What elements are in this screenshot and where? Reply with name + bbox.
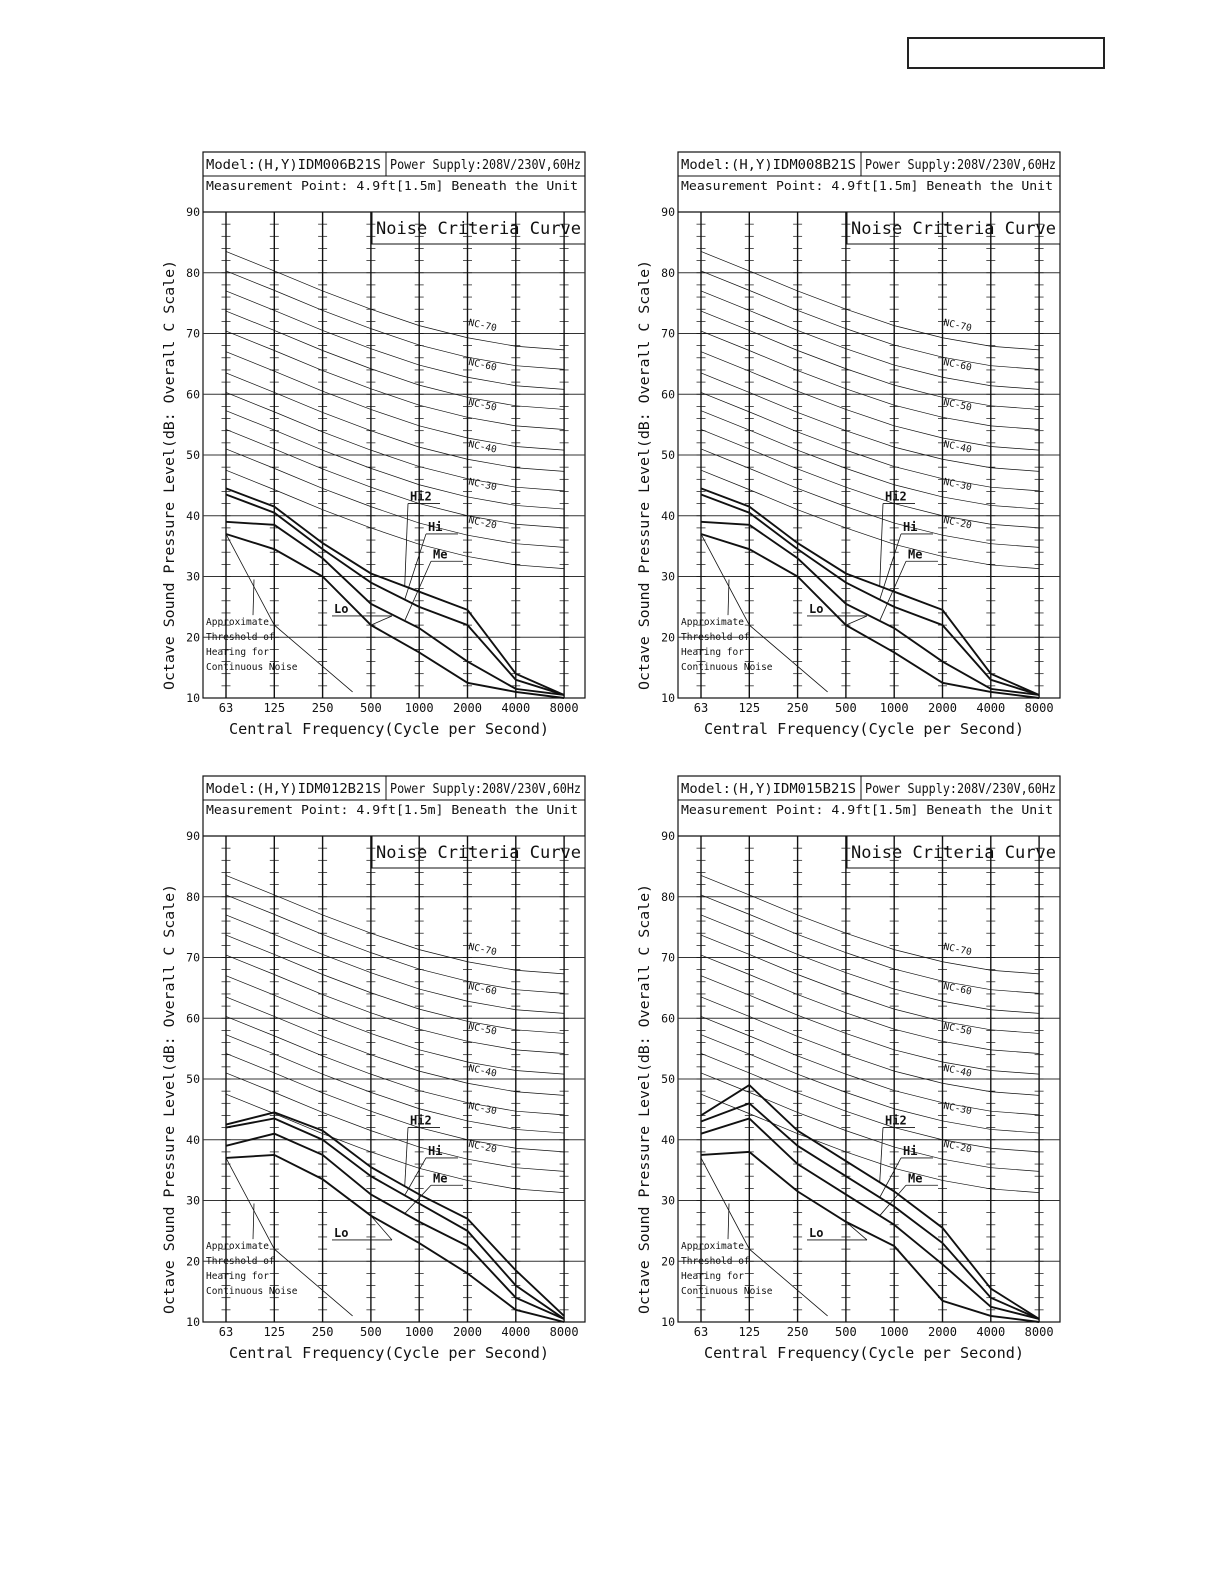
series-label-me: Me — [908, 1171, 923, 1186]
model-label: Model:(H,Y)IDM012B21S — [206, 781, 381, 797]
y-tick-label: 90 — [661, 829, 675, 843]
y-tick-label: 60 — [661, 1011, 675, 1026]
y-tick-label: 50 — [186, 1072, 200, 1086]
x-tick-label: 250 — [786, 701, 809, 715]
nc-label: NC-60 — [942, 980, 973, 998]
series-label-leader — [371, 616, 392, 625]
threshold-note-line: Threshold of — [206, 632, 275, 644]
y-tick-label: 10 — [661, 1315, 675, 1329]
nc-curve — [226, 895, 564, 993]
y-tick-label: 70 — [186, 950, 200, 965]
y-tick-label: 20 — [186, 1254, 200, 1269]
nc-curve — [226, 976, 564, 1074]
y-tick-label: 30 — [186, 1193, 200, 1208]
measurement-point-label: Measurement Point: 4.9ft[1.5m] Beneath the Unit — [681, 178, 1053, 193]
x-tick-label: 500 — [360, 1325, 382, 1339]
nc-curve — [701, 895, 1039, 993]
nc-label: NC-70 — [467, 941, 498, 959]
x-tick-label: 250 — [786, 1325, 809, 1339]
x-tick-label: 125 — [738, 701, 761, 715]
noise-criteria-title: Noise Criteria Curve — [376, 843, 581, 863]
threshold-note-line: Approximate — [681, 617, 744, 629]
x-tick-label: 125 — [263, 701, 286, 715]
chart-group — [637, 152, 1060, 738]
x-axis-label: Central Frequency(Cycle per Second) — [704, 1344, 1024, 1362]
threshold-note-line: Continuous Noise — [681, 1286, 773, 1298]
nc-curve — [226, 271, 564, 369]
y-tick-label: 60 — [661, 387, 675, 402]
x-tick-label: 1000 — [879, 1325, 909, 1339]
noise-criteria-title: Noise Criteria Curve — [851, 843, 1056, 863]
nc-label: NC-30 — [942, 476, 973, 494]
y-tick-label: 80 — [186, 265, 200, 280]
power-supply-label: Power Supply:208V/230V,60Hz — [865, 157, 1056, 173]
nc-label: NC-30 — [467, 476, 498, 494]
y-axis-label: Octave Sound Pressure Level(dB: Overall C Scale) — [162, 894, 178, 1314]
threshold-note-line: Continuous Noise — [206, 1286, 298, 1298]
nc-label: NC-40 — [467, 1062, 498, 1080]
nc-curve — [701, 291, 1039, 389]
y-tick-label: 90 — [186, 829, 200, 843]
y-tick-label: 80 — [661, 889, 675, 904]
y-tick-label: 10 — [186, 691, 200, 705]
series-label-hi2: Hi2 — [885, 489, 907, 504]
x-tick-label: 2000 — [453, 701, 482, 715]
x-tick-label: 500 — [835, 1325, 857, 1339]
measurement-point-label: Measurement Point: 4.9ft[1.5m] Beneath the Unit — [206, 802, 578, 817]
series-label-me: Me — [433, 547, 448, 562]
y-axis-label: Octave Sound Pressure Level(dB: Overall C Scale) — [637, 270, 653, 690]
measurement-point-label: Measurement Point: 4.9ft[1.5m] Beneath the Unit — [206, 178, 578, 193]
chart-group — [162, 152, 585, 738]
nc-label: NC-40 — [467, 438, 498, 456]
y-tick-label: 40 — [186, 1132, 200, 1147]
nc-curve — [701, 915, 1039, 1013]
nc-curve — [226, 373, 564, 471]
series-label-lo: Lo — [334, 601, 349, 616]
series-label-me: Me — [908, 547, 923, 562]
y-tick-label: 80 — [661, 265, 675, 280]
nc-curve — [226, 875, 564, 973]
y-tick-label: 10 — [186, 1315, 200, 1329]
nc-curve — [226, 1016, 564, 1114]
threshold-note-line: Continuous Noise — [681, 662, 773, 674]
threshold-note-line: Hearing for — [681, 1271, 744, 1283]
x-tick-label: 500 — [360, 701, 382, 715]
y-tick-label: 70 — [186, 326, 200, 341]
threshold-note-line: Hearing for — [206, 647, 269, 659]
y-tick-label: 70 — [661, 950, 675, 965]
chart-group — [162, 776, 585, 1362]
y-tick-label: 50 — [661, 448, 675, 462]
x-axis-label: Central Frequency(Cycle per Second) — [704, 720, 1024, 738]
chart-1 — [158, 150, 608, 750]
nc-label: NC-30 — [942, 1100, 973, 1118]
x-tick-label: 8000 — [549, 1325, 579, 1339]
y-tick-label: 40 — [661, 508, 675, 523]
series-label-leader — [880, 561, 906, 621]
nc-curve — [701, 470, 1039, 568]
x-tick-label: 4000 — [976, 701, 1006, 715]
chart-2 — [633, 150, 1083, 750]
nc-curve — [226, 291, 564, 389]
nc-curve — [701, 373, 1039, 471]
series-label-lo: Lo — [334, 1225, 349, 1240]
header-box — [907, 37, 1105, 69]
nc-curve — [226, 915, 564, 1013]
series-label-leader — [371, 1216, 392, 1240]
nc-label: NC-20 — [467, 514, 498, 532]
y-tick-label: 80 — [186, 889, 200, 904]
x-tick-label: 2000 — [453, 1325, 482, 1339]
series-label-leader — [405, 1128, 408, 1187]
nc-curve — [701, 1053, 1039, 1151]
nc-curve — [226, 470, 564, 568]
nc-label: NC-20 — [942, 1138, 973, 1156]
x-tick-label: 2000 — [928, 701, 957, 715]
y-tick-label: 30 — [661, 1193, 675, 1208]
threshold-note-line: Threshold of — [206, 1256, 275, 1268]
y-tick-label: 10 — [661, 691, 675, 705]
y-tick-label: 20 — [661, 630, 675, 645]
nc-label: NC-60 — [467, 980, 498, 998]
y-tick-label: 90 — [186, 205, 200, 219]
nc-curve — [701, 875, 1039, 973]
x-tick-label: 125 — [263, 1325, 286, 1339]
nc-curve — [701, 271, 1039, 369]
y-tick-label: 90 — [661, 205, 675, 219]
nc-curve — [226, 1094, 564, 1192]
nc-curve — [226, 251, 564, 349]
y-tick-label: 30 — [661, 569, 675, 584]
x-tick-label: 8000 — [549, 701, 579, 715]
chart-3 — [158, 774, 608, 1374]
nc-label: NC-50 — [942, 396, 973, 414]
nc-curve — [226, 392, 564, 490]
nc-label: NC-50 — [467, 396, 498, 414]
nc-label: NC-50 — [942, 1020, 973, 1038]
nc-label: NC-20 — [467, 1138, 498, 1156]
nc-curve — [226, 352, 564, 450]
x-tick-label: 250 — [311, 701, 334, 715]
y-tick-label: 60 — [186, 387, 200, 402]
nc-label: NC-40 — [942, 438, 973, 456]
nc-curve — [226, 429, 564, 527]
threshold-note-line: Approximate — [681, 1241, 744, 1253]
noise-criteria-title: Noise Criteria Curve — [376, 219, 581, 239]
threshold-note-line: Hearing for — [206, 1271, 269, 1283]
y-tick-label: 40 — [186, 508, 200, 523]
chart-4 — [633, 774, 1083, 1374]
y-axis-label: Octave Sound Pressure Level(dB: Overall C Scale) — [637, 894, 653, 1314]
x-tick-label: 8000 — [1024, 701, 1054, 715]
x-tick-label: 63 — [693, 1325, 709, 1339]
x-tick-label: 1000 — [879, 701, 909, 715]
x-tick-label: 63 — [218, 701, 234, 715]
series-label-hi: Hi — [903, 519, 918, 534]
nc-curve — [701, 392, 1039, 490]
nc-label: NC-60 — [942, 356, 973, 374]
nc-curve — [701, 251, 1039, 349]
nc-label: NC-70 — [942, 317, 973, 335]
series-label-lo: Lo — [809, 1225, 824, 1240]
threshold-note-line: Approximate — [206, 617, 269, 629]
nc-curve — [701, 997, 1039, 1095]
y-tick-label: 40 — [661, 1132, 675, 1147]
y-tick-label: 70 — [661, 326, 675, 341]
threshold-note-line: Threshold of — [681, 632, 750, 644]
series-label-hi2: Hi2 — [410, 489, 432, 504]
nc-label: NC-50 — [467, 1020, 498, 1038]
power-supply-label: Power Supply:208V/230V,60Hz — [390, 157, 581, 173]
measurement-point-label: Measurement Point: 4.9ft[1.5m] Beneath the Unit — [681, 802, 1053, 817]
series-label-lo: Lo — [809, 601, 824, 616]
nc-label: NC-60 — [467, 356, 498, 374]
y-axis-label: Octave Sound Pressure Level(dB: Overall C Scale) — [162, 270, 178, 690]
series-label-leader — [405, 1158, 426, 1195]
series-label-leader — [405, 561, 431, 621]
series-label-hi: Hi — [428, 519, 443, 534]
nc-label: NC-20 — [942, 514, 973, 532]
model-label: Model:(H,Y)IDM006B21S — [206, 157, 381, 173]
series-label-hi2: Hi2 — [885, 1113, 907, 1128]
x-tick-label: 125 — [738, 1325, 761, 1339]
x-tick-label: 2000 — [928, 1325, 957, 1339]
y-tick-label: 60 — [186, 1011, 200, 1026]
x-tick-label: 8000 — [1024, 1325, 1054, 1339]
y-tick-label: 30 — [186, 569, 200, 584]
x-tick-label: 1000 — [404, 1325, 434, 1339]
y-tick-label: 20 — [186, 630, 200, 645]
series-label-hi: Hi — [903, 1143, 918, 1158]
nc-label: NC-40 — [942, 1062, 973, 1080]
nc-label: NC-70 — [467, 317, 498, 335]
y-tick-label: 20 — [661, 1254, 675, 1269]
threshold-note-line: Threshold of — [681, 1256, 750, 1268]
x-tick-label: 4000 — [501, 1325, 531, 1339]
series-label-leader — [846, 616, 867, 625]
series-label-hi: Hi — [428, 1143, 443, 1158]
chart-group — [637, 776, 1060, 1362]
x-tick-label: 1000 — [404, 701, 434, 715]
nc-label: NC-30 — [467, 1100, 498, 1118]
nc-curve — [226, 449, 564, 547]
nc-curve — [701, 976, 1039, 1074]
nc-curve — [226, 997, 564, 1095]
x-axis-label: Central Frequency(Cycle per Second) — [229, 720, 549, 738]
threshold-note-line: Hearing for — [681, 647, 744, 659]
power-supply-label: Power Supply:208V/230V,60Hz — [865, 781, 1056, 797]
x-tick-label: 63 — [218, 1325, 234, 1339]
x-tick-label: 4000 — [501, 701, 531, 715]
model-label: Model:(H,Y)IDM008B21S — [681, 157, 856, 173]
series-label-hi2: Hi2 — [410, 1113, 432, 1128]
model-label: Model:(H,Y)IDM015B21S — [681, 781, 856, 797]
x-tick-label: 4000 — [976, 1325, 1006, 1339]
y-tick-label: 50 — [661, 1072, 675, 1086]
series-label-me: Me — [433, 1171, 448, 1186]
nc-curve — [226, 1053, 564, 1151]
threshold-note-line: Continuous Noise — [206, 662, 298, 674]
x-tick-label: 63 — [693, 701, 709, 715]
x-tick-label: 250 — [311, 1325, 334, 1339]
y-tick-label: 50 — [186, 448, 200, 462]
nc-curve — [701, 449, 1039, 547]
series-label-leader — [880, 1128, 883, 1183]
x-tick-label: 500 — [835, 701, 857, 715]
nc-curve — [701, 429, 1039, 527]
nc-curve — [701, 1094, 1039, 1192]
x-axis-label: Central Frequency(Cycle per Second) — [229, 1344, 549, 1362]
power-supply-label: Power Supply:208V/230V,60Hz — [390, 781, 581, 797]
nc-label: NC-70 — [942, 941, 973, 959]
nc-curve — [701, 1016, 1039, 1114]
noise-criteria-title: Noise Criteria Curve — [851, 219, 1056, 239]
threshold-note-line: Approximate — [206, 1241, 269, 1253]
nc-curve — [701, 352, 1039, 450]
